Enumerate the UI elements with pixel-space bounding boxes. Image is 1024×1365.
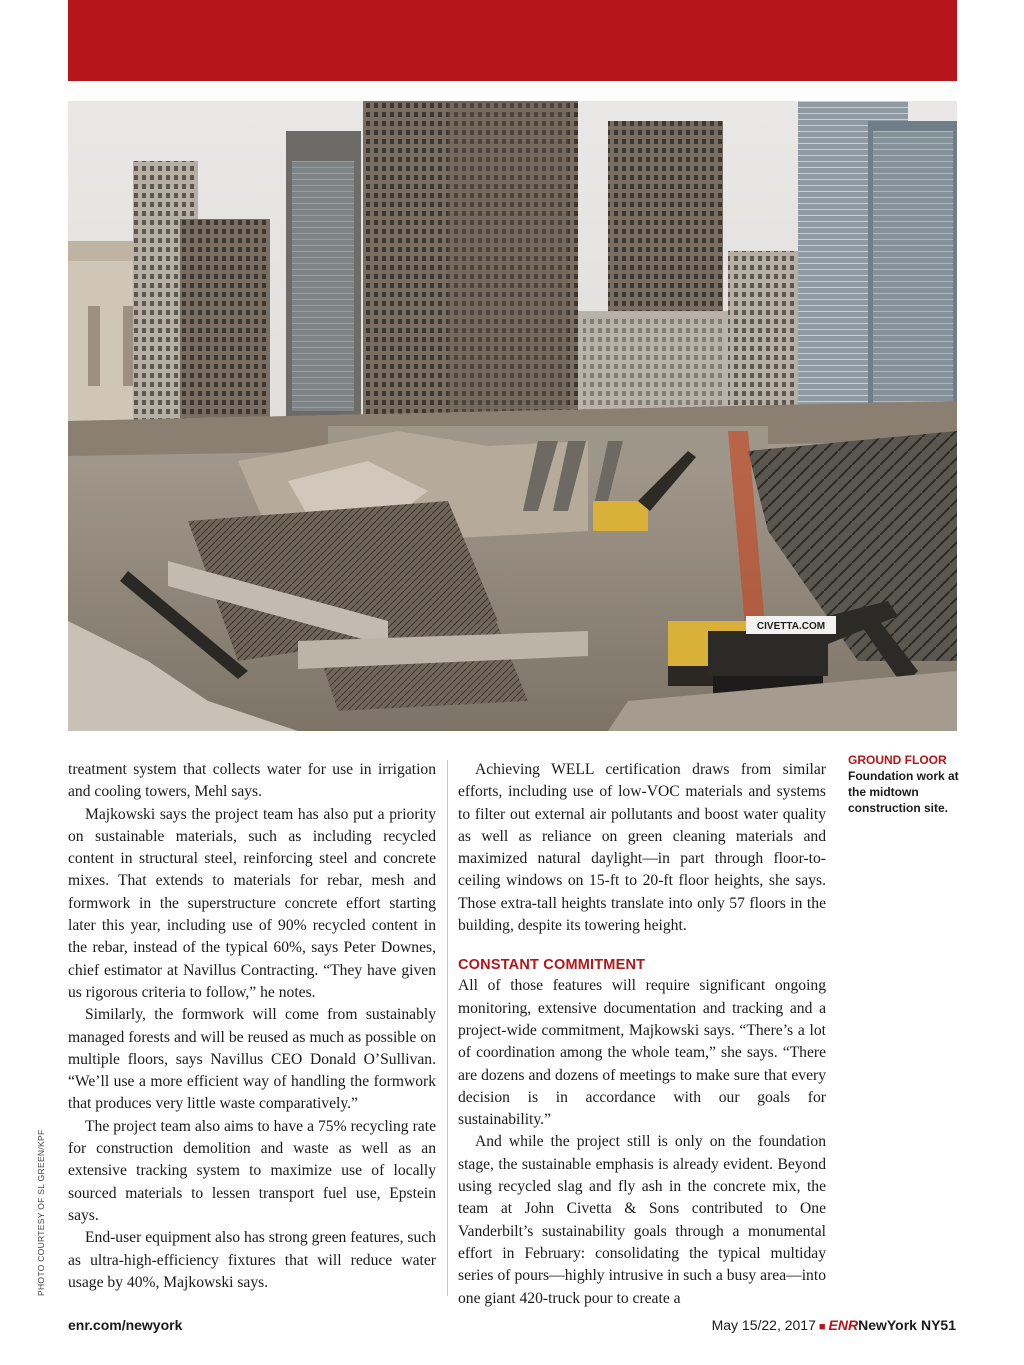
red-header-banner xyxy=(68,0,957,81)
footer-url: enr.com/newyork xyxy=(68,1317,183,1333)
photo-credit: PHOTO COURTESY OF SL GREEN/KPF xyxy=(36,1129,46,1296)
footer-folio xyxy=(712,1317,956,1333)
footer-brand-enr: ENR xyxy=(828,1317,859,1333)
paragraph: End-user equipment also has strong green features, such as ultra-high-efficiency fixtures that will reduce water usage by 40%, Majkowski says. xyxy=(68,1229,436,1291)
section-subhead: CONSTANT COMMITMENT xyxy=(458,957,646,974)
column-divider xyxy=(447,760,448,1296)
construction-site-photo xyxy=(68,101,957,731)
paragraph: Majkowski says the project team has also put a priority on sustainable materials, such as including recycled content in structural steel, reinforcing steel and concrete mixes. That extends to materials for rebar, mesh and formwork in the superstructure concrete effort starting later this year, including use of 90% recycled content in the rebar, instead of the typical 60%, says Peter Downes, chief estimator at Navillus Contracting. “They have given us rigorous criteria to follow,” he notes. xyxy=(68,805,436,1001)
paragraph: All of those features will require significant ongoing monitoring, extensive documentation and tracking and a project-wide commitment, Majkowski says. “There’s a lot of coordination among the whole team,” she says. “There are dozens and dozens of meetings to make sure that every decision is in accordance with our goals for sustainability.” xyxy=(458,977,826,1129)
paragraph: And while the project still is only on the foundation stage, the sustainable emphasis is already evident. Beyond using recycled slag and fly ash in the concrete mix, the team at John Civetta & Sons contributed to One Vanderbilt’s sustainability goals through a monumental effort in February: consolidating the typical multiday series of pours—highly intrusive in such a busy area—into one giant 420-truck pour to create a xyxy=(458,1133,826,1307)
caption-text: Foundation work at the midtown construction site. xyxy=(848,769,959,815)
square-bullet-icon: ■ xyxy=(818,1321,826,1333)
paragraph: treatment system that collects water for use in irrigation and cooling towers, Mehl says. xyxy=(68,761,436,801)
caption-title: GROUND FLOOR xyxy=(848,753,947,767)
paragraph: The project team also aims to have a 75% recycling rate for construction demolition and waste as well as an extensive tracking system to maximize use of locally sourced materials to lessen transport fuel use, Epstein says. xyxy=(68,1117,436,1224)
footer-brand-ny: NewYork xyxy=(858,1317,917,1333)
photo-caption xyxy=(848,752,968,816)
excavator-sign-text: CIVETTA.COM xyxy=(756,621,826,632)
paragraph: Similarly, the formwork will come from sustainably managed forests and will be reused as much as possible on multiple floors, says Navillus CEO Donald O’Sullivan. “We’ll use a more efficient way of handling the formwork that produces very little waste comparatively.” xyxy=(68,1006,436,1113)
page-number: NY51 xyxy=(920,1317,956,1333)
paragraph: Achieving WELL certification draws from similar efforts, including use of low-VOC materials and systems to filter out external air pollutants and boost water quality as well as reliance on green cleaning materials and maximized natural daylight—in part through floor-to-ceiling windows on 15-ft to 20-ft floor heights, she says. Those extra-tall heights translate into only 57 floors in the building, despite its towering height. xyxy=(458,761,826,935)
article-column-2 xyxy=(458,759,826,1310)
footer-date: May 15/22, 2017 xyxy=(711,1317,816,1333)
article-column-1 xyxy=(68,759,436,1294)
